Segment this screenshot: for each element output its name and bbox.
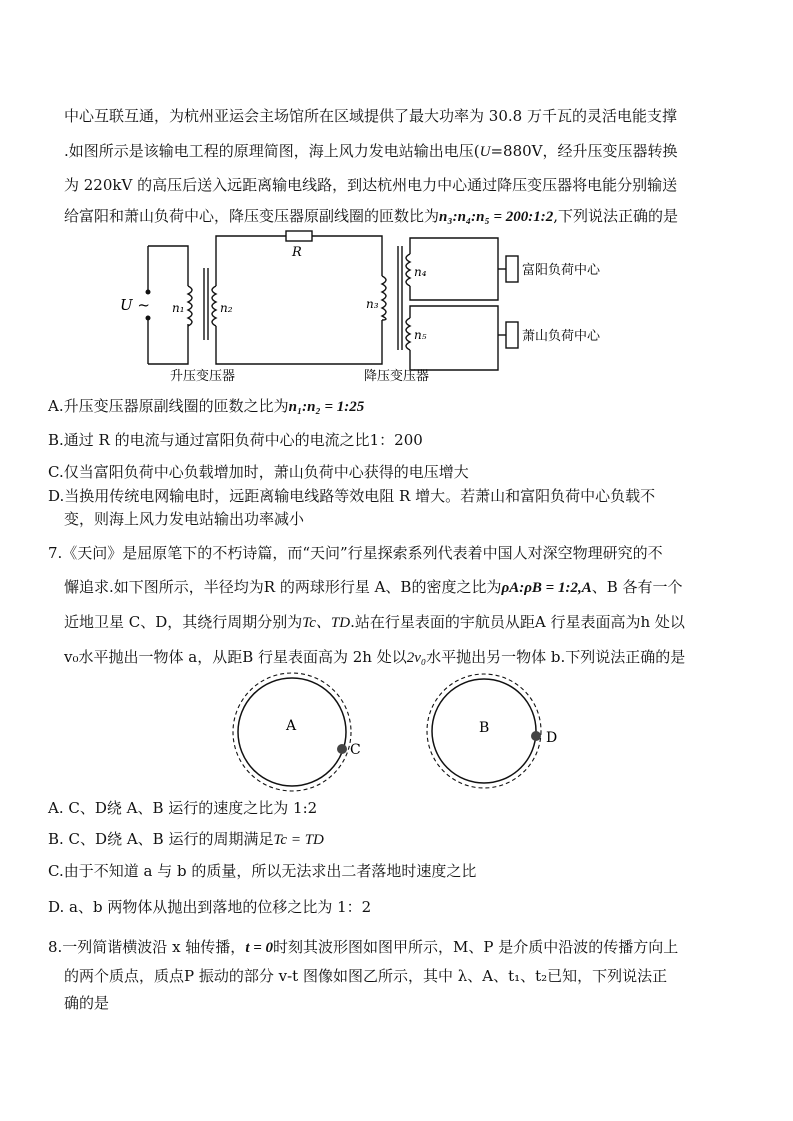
q7-line-2: 懈追求.如下图所示，半径均为R 的两球形行星 A、B的密度之比为ρA:ρB = 1:2,A、B 各有一个 <box>64 578 683 596</box>
planets-figure <box>228 672 588 794</box>
load-fuyang-label: 富阳负荷中心 <box>522 263 601 278</box>
n2-label: n₂ <box>220 301 233 315</box>
satellite-d-label: D <box>546 730 558 746</box>
q6-option-a: A.升压变压器原副线圈的匝数之比为n₁:n₂ = 1:25 <box>48 397 365 415</box>
q8-line-3: 确的是 <box>64 994 110 1012</box>
q7-option-b: B. C、D绕 A、B 运行的周期满足Tc = TD <box>48 830 324 848</box>
q6-line-3: 为 220kV 的高压后送入远距离输电线路，到达杭州电力中心通过降压变压器将电能分别输送 <box>64 176 678 194</box>
satellite-d <box>531 731 541 741</box>
planet-a-label: A <box>286 718 297 734</box>
q7-line-1: 7.《天问》是屈原笔下的不朽诗篇，而“天问”行星探索系列代表着中国人对深空物理研究的不 <box>48 544 663 562</box>
step-up-label: 升压变压器 <box>170 369 236 384</box>
q6-line-2: .如图所示是该输电工程的原理简图，海上风力发电站输出电压(U=880V，经升压变压器转换 <box>64 142 678 160</box>
q8-line-1: 8.一列简谐横波沿 x 轴传播，t = 0时刻其波形图如图甲所示，M、P 是介质中沿波的传播方向上 <box>48 938 679 956</box>
n5-label: n₅ <box>414 328 427 342</box>
q6-option-c: C.仅当富阳负荷中心负载增加时，萧山负荷中心获得的电压增大 <box>48 463 469 481</box>
transmission-circuit-diagram <box>110 228 630 388</box>
source-label: U ~ <box>120 296 150 314</box>
q6-line-4: 给富阳和萧山负荷中心，降压变压器原副线圈的匝数比为n₃:n₄:n₅ = 200:1:2,下列说法正确的是 <box>64 207 679 225</box>
n4-label: n₄ <box>414 265 427 279</box>
resistor-label: R <box>292 245 302 260</box>
n3-label: n₃ <box>366 297 379 311</box>
q6-line-1: 中心互联互通，为杭州亚运会主场馆所在区域提供了最大功率为 30.8 万千瓦的灵活电能支撑 <box>64 107 677 125</box>
q6-option-d-line1: D.当换用传统电网输电时，远距离输电线路等效电阻 R 增大。若萧山和富阳负荷中心负载不 <box>48 487 656 505</box>
n1-label: n₁ <box>172 301 185 315</box>
planet-b-label: B <box>479 720 490 736</box>
q7-option-c: C.由于不知道 a 与 b 的质量，所以无法求出二者落地时速度之比 <box>48 862 477 880</box>
q7-line-4: v₀水平抛出一物体 a，从距B 行星表面高为 2h 处以2v₀水平抛出另一物体 b.下列说法正确的是 <box>64 648 686 666</box>
q6-option-d-line2: 变，则海上风力发电站输出功率减小 <box>64 510 305 528</box>
satellite-c-label: C <box>350 742 361 758</box>
q6-option-b: B.通过 R 的电流与通过富阳负荷中心的电流之比1：200 <box>48 431 423 449</box>
q7-option-a: A. C、D绕 A、B 运行的速度之比为 1:2 <box>48 799 318 817</box>
q7-option-d: D. a、b 两物体从抛出到落地的位移之比为 1：2 <box>48 898 372 916</box>
q8-line-2: 的两个质点，质点P 振动的部分 v-t 图像如图乙所示，其中 λ、A、t₁、t₂已知，下列说法正 <box>64 967 668 985</box>
load-xiaoshan-label: 萧山负荷中心 <box>522 329 601 344</box>
step-down-label: 降压变压器 <box>364 369 430 384</box>
satellite-c <box>337 744 347 754</box>
q7-line-3: 近地卫星 C、D，其绕行周期分别为Tc、TD.站在行星表面的宇航员从距A 行星表面高为h 处以 <box>64 613 685 631</box>
